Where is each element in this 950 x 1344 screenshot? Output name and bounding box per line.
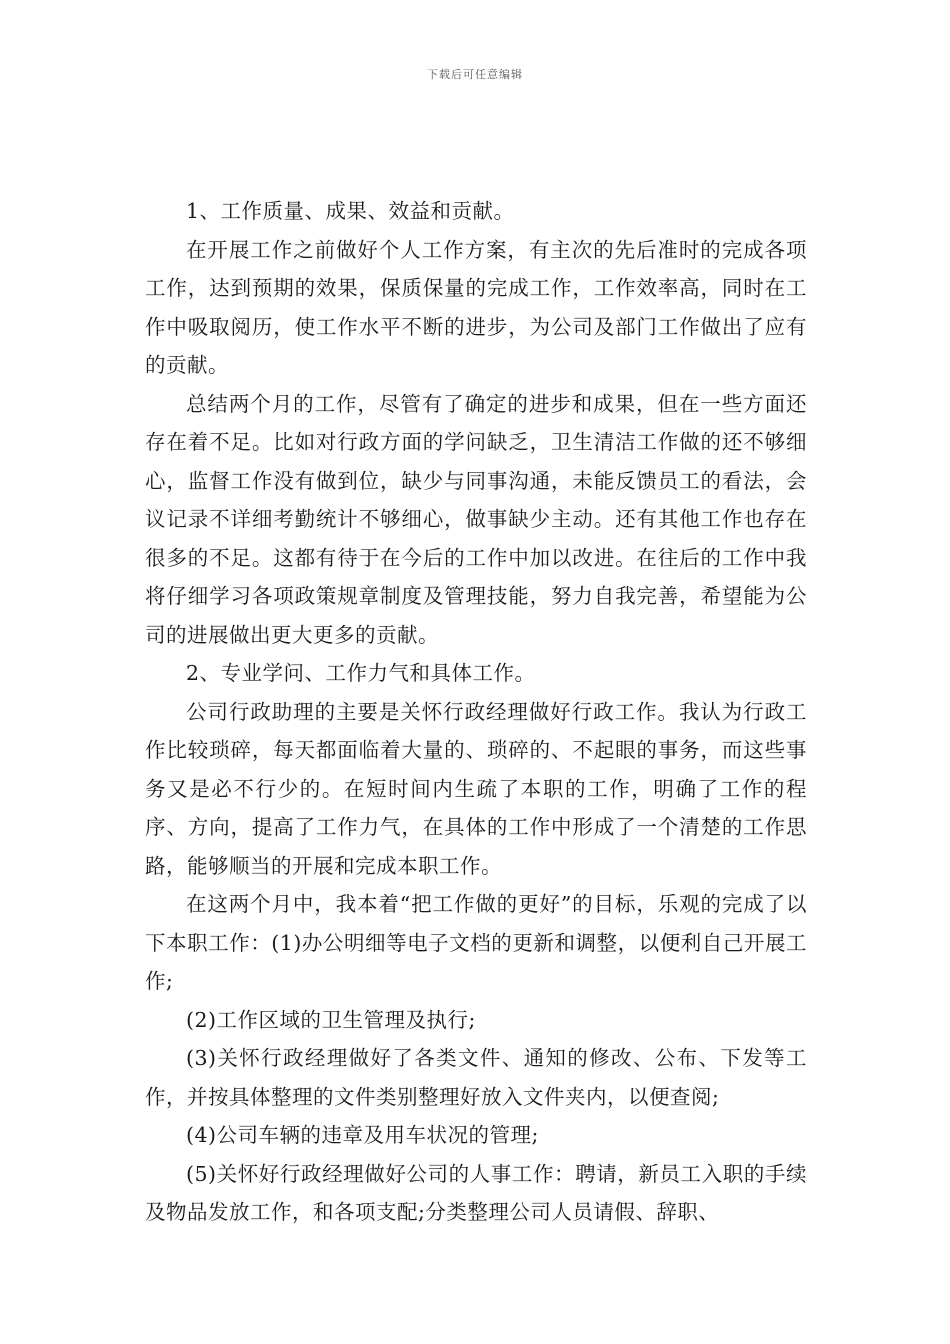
paragraph: 在这两个月中，我本着“把工作做的更好”的目标，乐观的完成了以下本职工作：(1)办公明细等电子文档的更新和调整，以便利自己开展工作; xyxy=(145,892,807,993)
section-heading-2: 2、专业学问、工作力气和具体工作。 xyxy=(186,661,536,685)
list-item: (2)工作区域的卫生管理及执行; xyxy=(186,1007,476,1032)
document-body xyxy=(145,192,807,1232)
list-item: (5)关怀好行政经理做好公司的人事工作：聘请，新员工入职的手续及物品发放工作，和各项支配;分类整理公司人员请假、辞职、 xyxy=(145,1161,807,1224)
paragraph: 总结两个月的工作，尽管有了确定的进步和成果，但在一些方面还存在着不足。比如对行政方面的学问缺乏，卫生清洁工作做的还不够细心，监督工作没有做到位，缺少与同事沟通，未能反馈员工的看法，会议记录不详细考勤统计不够细心，做事缺少主动。还有其他工作也存在很多的不足。这都有待于在今后的工作中加以改进。在往后的工作中我将仔细学习各项政策规章制度及管理技能，努力自我完善，希望能为公司的进展做出更大更多的贡献。 xyxy=(145,391,807,647)
list-item: (3)关怀行政经理做好了各类文件、通知的修改、公布、下发等工作，并按具体整理的文件类别整理好放入文件夹内，以便查阅; xyxy=(145,1046,807,1109)
paragraph: 在开展工作之前做好个人工作方案，有主次的先后准时的完成各项工作，达到预期的效果，保质保量的完成工作，工作效率高，同时在工作中吸取阅历，使工作水平不断的进步，为公司及部门工作做出了应有的贡献。 xyxy=(145,237,807,377)
section-heading-1: 1、工作质量、成果、效益和贡献。 xyxy=(186,199,515,223)
paragraph: 公司行政助理的主要是关怀行政经理做好行政工作。我认为行政工作比较琐碎，每天都面临着大量的、琐碎的、不起眼的事务，而这些事务又是必不行少的。在短时间内生疏了本职的工作，明确了工作的程序、方向，提高了工作力气，在具体的工作中形成了一个清楚的工作思路，能够顺当的开展和完成本职工作。 xyxy=(145,699,807,878)
list-item: (4)公司车辆的违章及用车状况的管理; xyxy=(186,1123,539,1147)
page-header: 下载后可任意编辑 xyxy=(427,68,523,81)
